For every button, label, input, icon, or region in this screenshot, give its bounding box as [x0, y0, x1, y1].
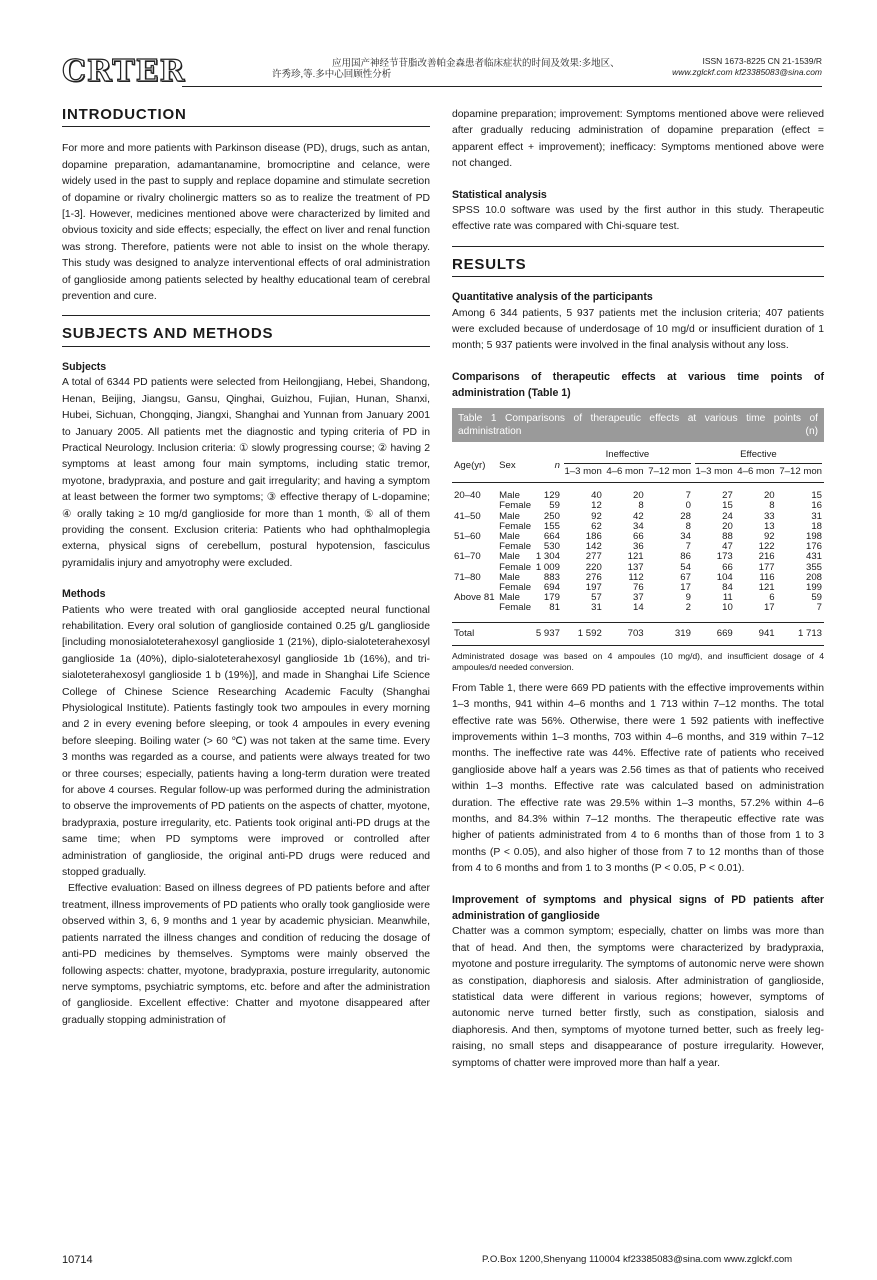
table-cell: 71–80: [454, 571, 481, 583]
table-cell: 112: [628, 571, 644, 583]
table-cell: 88: [722, 530, 733, 542]
col-header-effective: Effective: [693, 442, 824, 464]
table-cell: 92: [763, 530, 775, 542]
table1-discussion-paragraph: From Table 1, there were 669 PD patients with the effective improvements within 1–3 months, 941 within 4–6 months and 1 713 within 7–12 months. The total effective rate was 56%. Otherwise, there were 1 592 patients with ineffective improvements within 1–3 months, 703 within 4–6 months, and 319 within 7–12 months. The ineffective rate was 44%. Effective rate of patients who received ganglioside above half a years was 2.56 times as that of patients who received within 1–3 months. Effective rate was calculated based on administration duration. The effective rate was 29.5% within 1–3 months, 57.2% within 4–6 months, and 84.3% within 7–12 months. The therapeutic effective rate was higher of patients administrated from 4 to 6 months than of those from 1 to 3 months (P < 0.05), and also higher of those from 7 to 12 months than of those from 4 to 6 months and from 1 to 3 months (P < 0.05, P < 0.01).: [452, 682, 824, 875]
col-header-period: 1–3 mon: [564, 465, 602, 477]
table-row: [452, 501, 824, 511]
quantitative-paragraph: Among 6 344 patients, 5 937 patients met the inclusion criteria; 407 patients were excluded because of underdosage of 10 mg/d or insufficient duration of 1 month; 5 937 patients were involved in the final analysis without any loss.: [452, 307, 824, 352]
table-cell: 250: [543, 510, 560, 522]
table-cell: 355: [805, 561, 822, 573]
header-rule: [182, 86, 822, 87]
table-cell: 36: [632, 541, 644, 553]
table-cell: 31: [811, 510, 822, 522]
table-cell: 1 009: [535, 561, 560, 573]
table-cell: 8: [769, 500, 775, 512]
table-cell: 28: [680, 510, 691, 522]
table-cell: 6: [769, 592, 775, 604]
table-body: [452, 483, 824, 622]
table-cell: 18: [811, 520, 822, 532]
table-cell: 186: [585, 530, 602, 542]
table-cell: 17: [763, 602, 775, 614]
table-cell: 51–60: [454, 530, 481, 542]
section-title-introduction: INTRODUCTION: [62, 107, 430, 127]
table-cell: 208: [805, 571, 822, 583]
table-cell: 76: [632, 581, 644, 593]
table-cell: 177: [758, 561, 775, 573]
journal-web: www.zglckf.com kf23385083@sina.com: [672, 67, 822, 77]
table-cell: Female: [499, 602, 532, 614]
col-header-ineffective: Ineffective: [562, 442, 693, 464]
comparison-heading: Comparisons of therapeutic effects at various time points of administration (Table 1): [452, 370, 824, 400]
table-cell: 24: [722, 510, 733, 522]
intro-paragraph: For more and more patients with Parkinson disease (PD), drugs, such as antan, dopamine preparation, adamantanamine, bromocriptine and celance, were widely used in the past to supply and replace dopamine and stimulate secretion of dopamine or rivalry cholinergic matters so as to realize the treatment of PD [1-3]. However, medicines mentioned above were characterized by limited and obvious toxicity and side effects; especially, the effect on liver and renal function was strong. Therefore, patients were not able to insist on the whole therapy. This study was designed to analyze interventional effects of oral administration of ganglioside among patients selected by healthy educational team of cerebral prevention and cure.: [62, 143, 430, 303]
issn: ISSN 1673-8225 CN 21-1539/R: [702, 56, 822, 66]
table-cell: 86: [680, 551, 691, 563]
criteria-continued-paragraph: dopamine preparation; improvement: Symptoms mentioned above were relieved after gradually reducing administration of dopamine preparation (effect = apparent effect + improvement); inefficacy: Symptoms mentioned above were not changed.: [452, 109, 824, 170]
table-cell: 67: [680, 571, 691, 583]
table-cell: Above 81: [454, 592, 495, 604]
table-cell: 16: [811, 500, 822, 512]
table-cell: 66: [632, 530, 644, 542]
table-cell: 179: [543, 592, 560, 604]
table-cell: Female: [499, 541, 532, 553]
table-cell: 27: [722, 490, 733, 502]
table-cell: 694: [543, 581, 560, 593]
table-cell: 277: [585, 551, 602, 563]
right-column: [452, 107, 824, 1072]
left-column: [62, 107, 430, 1029]
table-cell: 10: [722, 602, 733, 614]
table-cell: 40: [591, 490, 602, 502]
table-cell: 61–70: [454, 551, 481, 563]
table-cell: 57: [591, 592, 602, 604]
section-title-results: RESULTS: [452, 246, 824, 277]
table-cell: 15: [811, 490, 822, 502]
table-cell: 33: [763, 510, 775, 522]
table-cell: 176: [805, 541, 822, 553]
section-title-methods: SUBJECTS AND METHODS: [62, 315, 430, 346]
journal-info: [672, 56, 822, 78]
subjects-heading: Subjects: [62, 360, 107, 373]
table-cell: 137: [627, 561, 644, 573]
table-cell: Male: [499, 510, 520, 522]
table-cell: 7: [685, 541, 691, 553]
table-cell: 216: [758, 551, 775, 563]
methods-paragraph: Patients who were treated with oral ganglioside accepted neural functional rehabilitation. Every oral solution of ganglioside contained 0.25 g/L ganglioside [including monosialoteterahexosyl ganglioside 1 (21%), diplo-sialoteterahexosyl ganglioside 1a (40%), diplo-sialoteterahexosyl ganglioside 1b (16%), and tri-sialoteterahexosyl ganglioside 1 b (19%)], and made in Shanghai Life Science College of Chinese Science Researching Academic Faculty (Shanghai Physiological Institute). Patients fastingly took two ampoules in every morning and 2 in every evening before sleeping, or took 4 ampoules in every evening before sleeping. Boiling water (> 60 ℃) was not taken at the same time. Every 3 months was regarded as a course, and patients were always treated for two or three courses; especially, patients having a long-term duration were treated for above 4 courses. Regular follow-up was performed during the administration to observe the improvements of PD patients on the aspects of chatter, myotone, bradypraxia, posture irregularity, etc. Patients took original anti-PD drugs at the same time; when PD symptoms were improved or controlled after administration of ganglioside, the original anti-PD drugs were reduced and stopped gradually.: [62, 604, 430, 879]
table-cell: Male: [499, 592, 520, 604]
table-cell: Female: [499, 500, 532, 512]
table-cell: 116: [759, 571, 775, 583]
table-cell: 276: [585, 571, 602, 583]
table-cell: 20: [632, 490, 644, 502]
table-cell: Female: [499, 581, 532, 593]
table-cell: Female: [499, 520, 532, 532]
table-cell: 12: [591, 500, 602, 512]
subjects-paragraph: A total of 6344 PD patients were selected from Heilongjiang, Hebei, Shandong, Henan, Beijing, Jiangsu, Gansu, Qinghai, Guizhou, Fujian, Hunan, Shanxi, Hubei, Sichuan, Chongqing, Jiangxi, Shanghai and Yunnan from January 2001 to January 2005. All patients met the diagnostic and typing criteria of PD in Practical Neurology. Inclusion criteria: ① slowly progressing course; ② having 2 symptoms at least among four main symptoms, including static tremor, myotone, bradypraxia, and posture and gait irregularity; and having a symptom at least between the former two symptoms; ③ effective therapy of L-dopamine; ④ orally taking ≥ 10 mg/d ganglioside for more than 1 month, ⑤ all of them providing the consent. Exclusion criteria: Patients who had ophthalmoplegia externa, physical signs of cerebellum, postural hypotension, fasciculus pyramidalis injury and amyotrophy were excluded.: [62, 377, 430, 569]
table-cell: 20: [763, 490, 775, 502]
table-cell: 0: [685, 500, 691, 512]
methods-heading: Methods: [62, 588, 106, 601]
table-cell: 9: [685, 592, 691, 604]
table-cell: 220: [585, 561, 602, 573]
table-cell: 84: [722, 581, 733, 593]
table-cell: 59: [549, 500, 560, 512]
table-cell: 34: [632, 520, 644, 532]
table-cell: 34: [680, 530, 691, 542]
col-header-period: 4–6 mon: [737, 465, 775, 477]
table-cell: 530: [543, 541, 560, 553]
table-cell: 121: [627, 551, 644, 563]
table-cell: Male: [499, 571, 520, 583]
table-cell: 431: [805, 551, 822, 563]
table-total-row: Total 5 937 1 592 703 319 669 941 1 713: [452, 622, 824, 645]
table-cell: 122: [758, 541, 775, 553]
table-cell: [452, 501, 497, 511]
table-cell: 11: [722, 592, 733, 604]
table-cell: 2: [685, 602, 691, 614]
table-cell: 199: [805, 581, 822, 593]
table-cell: 31: [591, 602, 602, 614]
table-caption: Table 1 Comparisons of therapeutic effects at various time points of administration (n): [452, 408, 824, 442]
page-header: [62, 52, 822, 92]
table-cell: 173: [716, 551, 733, 563]
table-cell: 17: [680, 581, 691, 593]
table-cell: 121: [758, 581, 775, 593]
statistics-paragraph: SPSS 10.0 software was used by the first author in this study. Therapeutic effective rate was compared with Chi-square test.: [452, 205, 824, 233]
table-cell: 66: [722, 561, 733, 573]
footer-address: P.O.Box 1200,Shenyang 110004 kf23385083@sina.com www.zglckf.com: [482, 1254, 793, 1265]
table-row: [452, 552, 824, 562]
table-note: Administrated dosage was based on 4 ampoules (10 mg/d), and insufficient dosage of 4 ampoules/d needed conversion.: [452, 650, 824, 672]
table-cell: Female: [499, 561, 532, 573]
page-number: 10714: [62, 1254, 93, 1266]
col-header-sex: Sex: [499, 459, 516, 471]
table-cell: Male: [499, 490, 520, 502]
table-cell: 198: [805, 530, 822, 542]
table-cell: 883: [543, 571, 560, 583]
table-cell: 13: [763, 520, 775, 532]
col-header-period: 7–12 mon: [779, 465, 822, 477]
table-cell: 14: [632, 602, 644, 614]
results-table: [452, 442, 824, 646]
quantitative-heading: Quantitative analysis of the participants: [452, 291, 653, 304]
table-cell: Male: [499, 530, 520, 542]
table-cell: 62: [591, 520, 602, 532]
running-title: 应用国产神经节苷脂改善帕金森患者临床症状的时间及效果:多地区、 许秀珍,等.多中心回顾性分析: [272, 58, 620, 80]
col-header-period: 4–6 mon: [606, 465, 644, 477]
evaluation-paragraph: Effective evaluation: Based on illness degrees of PD patients before and after treatment, illness improvements of PD patients who orally took ganglioside were observed within 3, 6, 9 months and 1 year by academic physician. Meanwhile, patients narrated the illness changes and condition of reducing the dosage of anti-PD medicines by themselves. Symptoms were mainly observed the following aspects: chatter, myotone, bradypraxia, posture irregularity, autonomic nerve symptoms, psychiatric symptoms, etc. before and after the administration of ganglioside. Excellent effective: Chatter and myotone disappeared after gradually stopping administration of: [62, 883, 430, 1026]
table-row: [452, 483, 824, 502]
table-cell: 81: [549, 602, 560, 614]
table-cell: 1 304: [535, 551, 560, 563]
improvement-heading: Improvement of symptoms and physical signs of PD patients after administration of ganglioside: [452, 893, 824, 923]
improvement-paragraph: Chatter was a common symptom; especially, chatter on limbs was more than that of head. And then, the symptoms were characterized by bradypraxia, myotone and posture irregularity. The symptoms of autonomic nerve were shown as constipation, diaphoresis and sialosis. After administration of ganglioside, statistical data were different in various regions; however, symptoms of autonomic nerve turned better firstly, such as constipation, sialosis and diaphoresis. And then, symptoms of myotone turned better, such as freely leg-raising, no small steps and disappearance of posture irregularity. However, symptoms of chatter were improved more than half a year.: [452, 926, 824, 1069]
table-row: [452, 603, 824, 622]
col-header-n: n: [554, 459, 560, 471]
table-cell: 197: [585, 581, 602, 593]
table-cell: 41–50: [454, 510, 481, 522]
table-cell: 47: [722, 541, 733, 553]
table-cell: 54: [680, 561, 691, 573]
table-cell: Male: [499, 551, 520, 563]
table-cell: 7: [816, 602, 822, 614]
table-cell: 664: [543, 530, 560, 542]
table-cell: 104: [716, 571, 733, 583]
col-header-age: Age(yr): [454, 459, 486, 471]
table-cell: 20: [722, 520, 733, 532]
col-header-period: 1–3 mon: [695, 465, 733, 477]
table-cell: 7: [685, 490, 691, 502]
table-cell: 155: [543, 520, 560, 532]
col-header-period: 7–12 mon: [648, 465, 691, 477]
table-1: [452, 408, 824, 673]
statistics-heading: Statistical analysis: [452, 188, 547, 201]
table-cell: 142: [585, 541, 602, 553]
table-cell: 37: [632, 592, 644, 604]
table-cell: 15: [722, 500, 733, 512]
table-cell: [452, 603, 497, 622]
table-cell: 59: [811, 592, 822, 604]
table-cell: 92: [591, 510, 602, 522]
table-cell: 42: [632, 510, 644, 522]
table-cell: 8: [638, 500, 644, 512]
journal-logo: CRTER: [62, 54, 186, 89]
table-cell: 20–40: [454, 490, 481, 502]
table-cell: 8: [685, 520, 691, 532]
table-cell: 129: [543, 490, 560, 502]
